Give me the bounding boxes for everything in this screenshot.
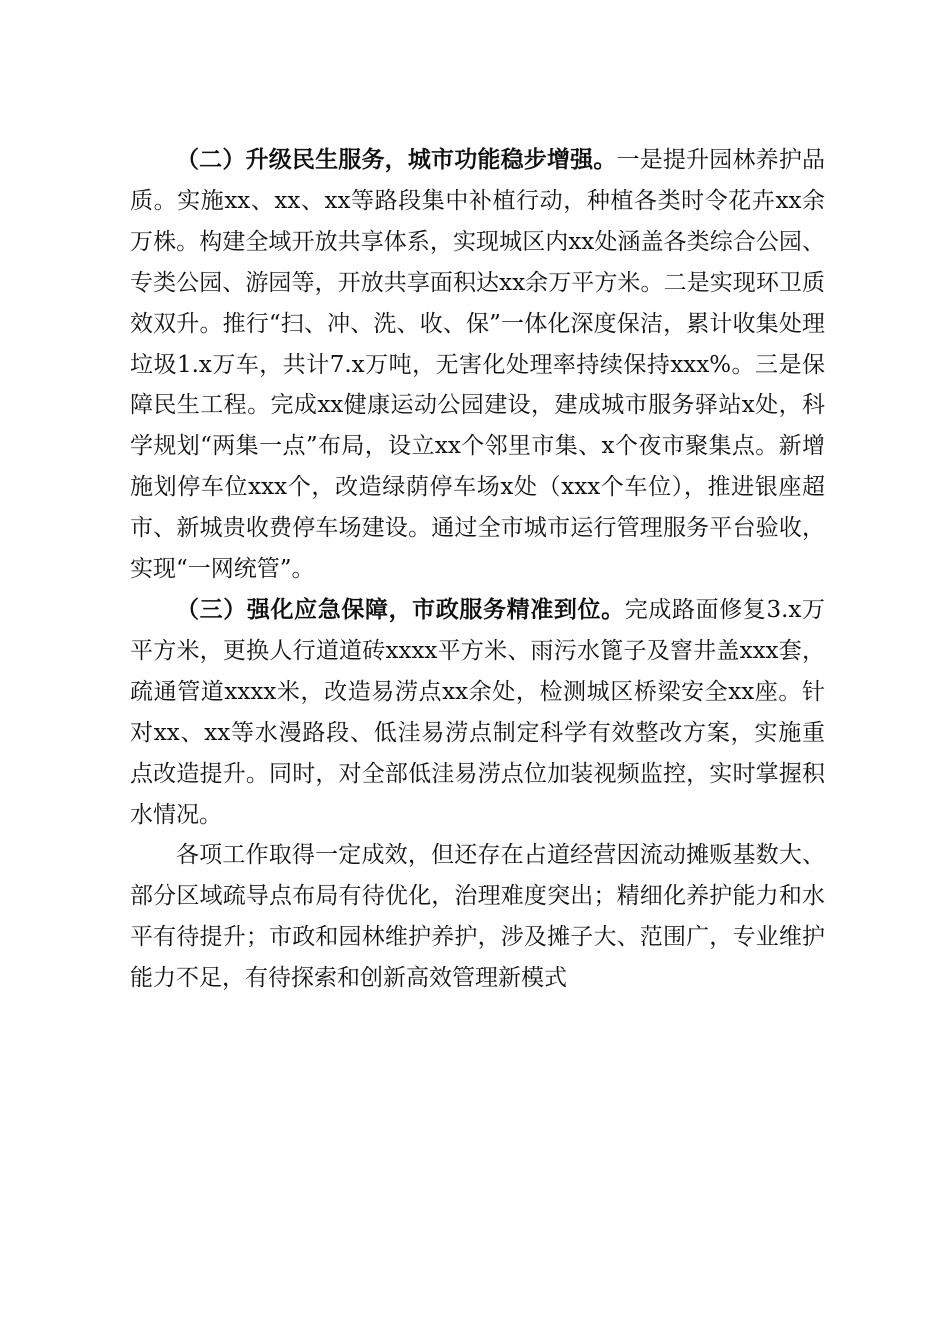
document-body <box>130 140 825 999</box>
paragraph-text: 各项工作取得一定成效，但还存在占道经营因流动摊贩基数大、部分区域疏导点布局有待优化，治理难度突出；精细化养护能力和水平有待提升；市政和园林维护养护，涉及摊子大、范围广，专业维护能力不足，有待探索和创新高效管理新模式 <box>130 842 825 992</box>
section-heading-civil-services: （二）升级民生服务，城市功能稳步增强。 <box>176 146 617 173</box>
paragraph-emergency-support <box>130 590 825 835</box>
paragraph-text: 一是提升园林养护品质。实施xx、xx、xx等路段集中补植行动，种植各类时令花卉xx余万株。构建全域开放共享体系，实现城区内xx处涵盖各类综合公园、专类公园、游园等，开放共享面积达xx余万平方米。二是实现环卫质效双升。推行“扫、冲、洗、收、保”一体化深度保洁，累计收集处理垃圾1.x万车，共计7.x万吨，无害化处理率持续保持xxx%。三是保障民生工程。完成xx健康运动公园建设，建成城市服务驿站x处，科学规划“两集一点”布局，设立xx个邻里市集、x个夜市聚集点。新增施划停车位xxx个，改造绿荫停车场x处（xxx个车位），推进银座超市、新城贵收费停车场建设。通过全市城市运行管理服务平台验收，实现“一网统管”。 <box>130 147 826 583</box>
paragraph-civil-services <box>130 140 825 590</box>
paragraph-issues <box>130 835 825 999</box>
section-heading-emergency-support: （三）强化应急保障，市政服务精准到位。 <box>176 595 625 623</box>
paragraph-text: 完成路面修复3.x万平方米，更换人行道道砖xxxx平方米、雨污水篦子及窨井盖xxx套，疏通管道xxxx米，改造易涝点xx余处，检测城区桥梁安全xx座。针对xx、xx等水漫路段、低洼易涝点制定科学有效整改方案，实施重点改造提升。同时，对全部低洼易涝点位加装视频监控，实时掌握积水情况。 <box>130 596 825 828</box>
